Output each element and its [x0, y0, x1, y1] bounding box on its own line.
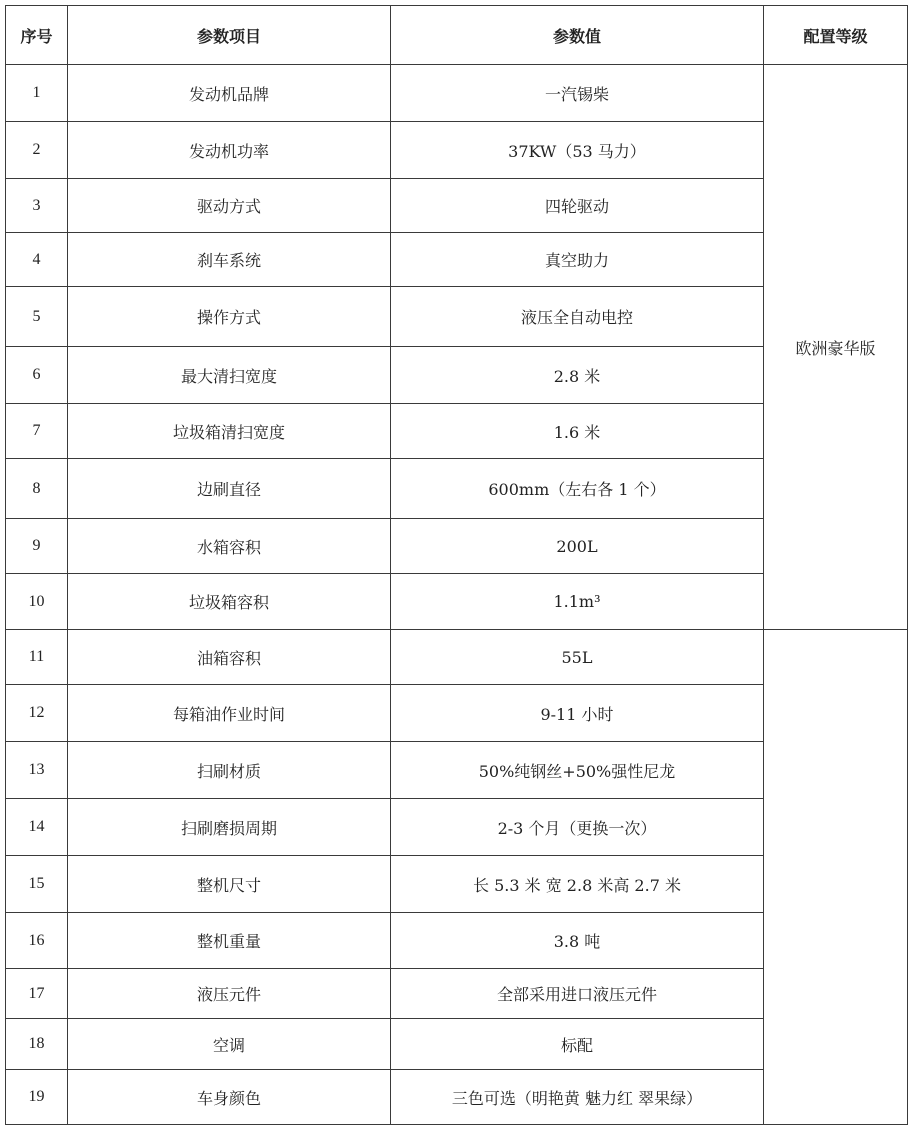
row-index: 7 [6, 404, 68, 459]
row-index: 3 [6, 179, 68, 233]
row-value: 55L [391, 630, 764, 685]
row-index: 9 [6, 519, 68, 574]
row-value: 600mm（左右各 1 个） [391, 459, 764, 519]
row-item: 整机重量 [68, 913, 391, 969]
row-value: 9-11 小时 [391, 685, 764, 742]
row-index: 5 [6, 287, 68, 347]
row-index: 1 [6, 65, 68, 122]
row-item: 整机尺寸 [68, 856, 391, 913]
header-grade: 配置等级 [764, 6, 908, 65]
row-item: 发动机品牌 [68, 65, 391, 122]
row-item: 垃圾箱容积 [68, 574, 391, 630]
row-index: 11 [6, 630, 68, 685]
row-value: 三色可选（明艳黄 魅力红 翠果绿） [391, 1070, 764, 1125]
row-value: 3.8 吨 [391, 913, 764, 969]
row-value: 四轮驱动 [391, 179, 764, 233]
grade-cell-empty [764, 630, 908, 1125]
row-item: 驱动方式 [68, 179, 391, 233]
row-index: 8 [6, 459, 68, 519]
row-value: 2.8 米 [391, 347, 764, 404]
row-item: 操作方式 [68, 287, 391, 347]
row-index: 4 [6, 233, 68, 287]
row-index: 16 [6, 913, 68, 969]
row-value: 真空助力 [391, 233, 764, 287]
row-value: 标配 [391, 1019, 764, 1070]
row-index: 12 [6, 685, 68, 742]
header-index: 序号 [6, 6, 68, 65]
row-value: 一汽锡柴 [391, 65, 764, 122]
header-row [6, 6, 908, 65]
row-index: 15 [6, 856, 68, 913]
header-value: 参数值 [391, 6, 764, 65]
header-item: 参数项目 [68, 6, 391, 65]
grade-cell: 欧洲豪华版 [764, 65, 908, 630]
row-value: 1.6 米 [391, 404, 764, 459]
row-value: 37KW（53 马力） [391, 122, 764, 179]
row-item: 油箱容积 [68, 630, 391, 685]
row-item: 车身颜色 [68, 1070, 391, 1125]
row-value: 液压全自动电控 [391, 287, 764, 347]
row-index: 2 [6, 122, 68, 179]
row-item: 边刷直径 [68, 459, 391, 519]
row-item: 垃圾箱清扫宽度 [68, 404, 391, 459]
row-value: 全部采用进口液压元件 [391, 969, 764, 1019]
spec-table [5, 5, 908, 1125]
row-item: 水箱容积 [68, 519, 391, 574]
row-index: 14 [6, 799, 68, 856]
row-value: 50%纯钢丝+50%强性尼龙 [391, 742, 764, 799]
row-index: 13 [6, 742, 68, 799]
table-row [6, 630, 908, 685]
row-item: 最大清扫宽度 [68, 347, 391, 404]
row-index: 19 [6, 1070, 68, 1125]
row-item: 每箱油作业时间 [68, 685, 391, 742]
row-value: 200L [391, 519, 764, 574]
table-row [6, 65, 908, 122]
row-item: 空调 [68, 1019, 391, 1070]
row-index: 17 [6, 969, 68, 1019]
row-index: 10 [6, 574, 68, 630]
row-value: 2-3 个月（更换一次） [391, 799, 764, 856]
row-item: 扫刷材质 [68, 742, 391, 799]
row-item: 刹车系统 [68, 233, 391, 287]
row-index: 18 [6, 1019, 68, 1070]
row-item: 液压元件 [68, 969, 391, 1019]
row-index: 6 [6, 347, 68, 404]
row-item: 发动机功率 [68, 122, 391, 179]
row-item: 扫刷磨损周期 [68, 799, 391, 856]
row-value: 1.1m³ [391, 574, 764, 630]
row-value: 长 5.3 米 宽 2.8 米高 2.7 米 [391, 856, 764, 913]
